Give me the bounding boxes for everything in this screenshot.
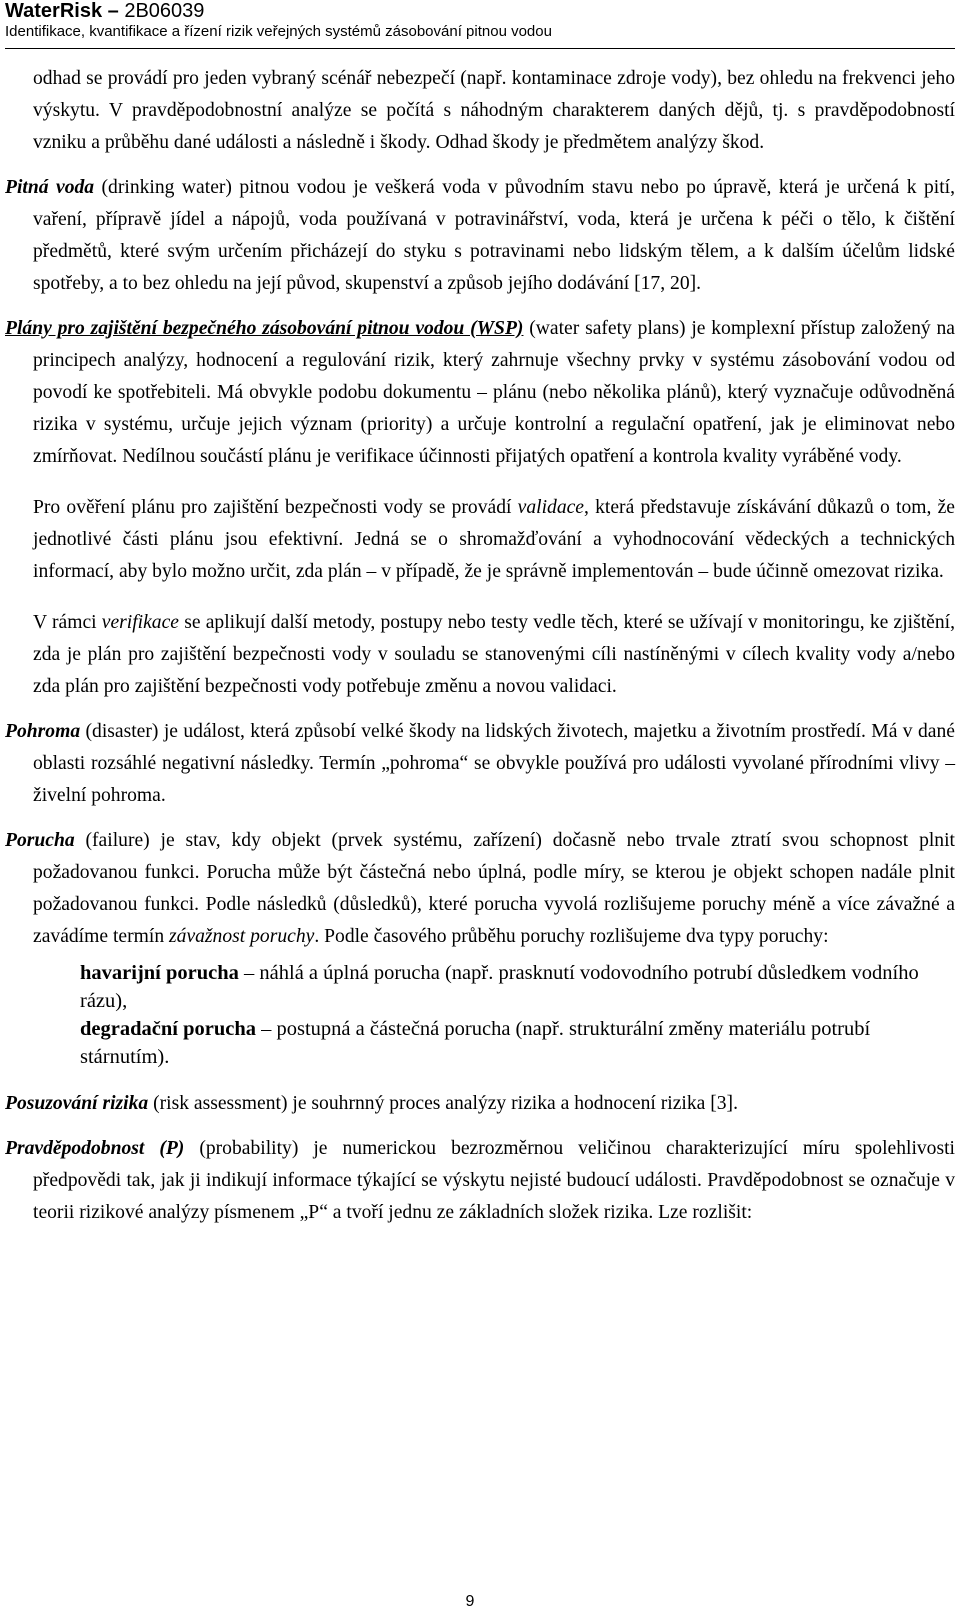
- term-pohroma: Pohroma: [5, 721, 81, 742]
- page-number: 9: [465, 1593, 475, 1610]
- list-item: havarijní porucha – náhlá a úplná porucha (např. prasknutí vodovodního potrubí důsledkem vodního rázu),: [80, 962, 919, 1012]
- paragraph-intro: odhad se provádí pro jeden vybraný scénář nebezpečí (např. kontaminace zdroje vody), bez ohledu na frekvenci jeho výskytu. V pravděpodobnostní analýze se počítá s náhodným charakterem daných dějů, tj. s pravděpodobností vzniku a průběhu dané události a následně i škody. Odhad škody je předmětem analýzy škod.: [33, 68, 955, 153]
- term-zavaznost-poruchy: závažnost poruchy: [169, 926, 315, 947]
- paragraph-posuzovani-rizika: Posuzování rizika (risk assessment) je souhrnný proces analýzy rizika a hodnocení rizika [3].: [5, 1093, 738, 1114]
- term-validace: validace: [517, 497, 585, 518]
- paragraph-wsp: Plány pro zajištění bezpečného zásobování pitnou vodou (WSP) (water safety plans) je komplexní přístup založený na principech analýzy, hodnocení a regulování rizik, který zahrnuje všechny prvky v systému zásobování vodou od povodí ke spotřebiteli. Má obvykle podobu dokumentu – plánu (nebo několika plánů), který vyznačuje odůvodněná rizika v systému, určuje jejich význam (priority) a určuje kontrolní a regulační opatření, jak je eliminovat nebo zmírňovat. Nedílnou součástí plánu je verifikace účinnosti přijatých opatření a kontrola kvality vyráběné vody.: [5, 318, 955, 467]
- paragraph-pohroma: Pohroma (disaster) je událost, která způsobí velké škody na lidských životech, majetku a životním prostředí. Má v dané oblasti rozsáhlé negativní následky. Termín „pohroma“ se obvykle používá pro události vyvolané přírodními vlivy – živelní pohroma.: [5, 721, 955, 806]
- list-item: degradační porucha – postupná a částečná porucha (např. strukturální změny materiálu potrubí stárnutím).: [80, 1018, 871, 1068]
- term-posuzovani-rizika: Posuzování rizika: [5, 1093, 149, 1114]
- document-body: [5, 63, 955, 1229]
- paragraph-porucha: Porucha (failure) je stav, kdy objekt (prvek systému, zařízení) dočasně nebo trvale ztratí svou schopnost plnit požadovanou funkci. Porucha může být částečná nebo úplná, podle míry, se kterou je objekt schopen nadále plnit požadovanou funkci. Podle následků (důsledků), které porucha vyvolá rozlišujeme poruchy méně a více závažné a zavádíme termín závažnost poruchy. Podle časového průběhu poruchy rozlišujeme dva typy poruchy:: [5, 830, 955, 947]
- header-title: WaterRisk – 2B06039: [5, 0, 205, 22]
- page-header: [5, 0, 955, 41]
- term-porucha: Porucha: [5, 830, 75, 851]
- term-wsp: Plány pro zajištění bezpečného zásobování pitnou vodou (WSP): [5, 318, 524, 339]
- term-verifikace: verifikace: [101, 612, 180, 633]
- failure-types-list: [5, 959, 955, 1071]
- term-pitna-voda: Pitná voda: [5, 177, 95, 198]
- header-subtitle: Identifikace, kvantifikace a řízení rizik veřejných systémů zásobování pitnou vodou: [5, 23, 552, 40]
- project-name: WaterRisk: [5, 0, 103, 22]
- term-degradacni-porucha: degradační porucha: [80, 1018, 256, 1040]
- paragraph-pravdepodobnost: Pravděpodobnost (P) (probability) je numerickou bezrozměrnou veličinou charakterizující míru spolehlivosti předpovědi tak, jak ji indikují informace týkající se výskytu nejisté budoucí události. Pravděpodobnost se označuje v teorii rizikové analýzy písmenem „P“ a tvoří jednu ze základních složek rizika. Lze rozlišit:: [5, 1138, 955, 1223]
- term-havarijni-porucha: havarijní porucha: [80, 962, 239, 984]
- header-rule: [5, 48, 955, 49]
- paragraph-validace: Pro ověření plánu pro zajištění bezpečnosti vody se provádí validace, která představuje získávání důkazů o tom, že jednotlivé části plánu jsou efektivní. Jedná se o shromažďování a vyhodnocování vědeckých a technických informací, aby bylo možno určit, zda plán – v případě, že je správně implementován – bude účinně omezovat rizika.: [33, 497, 955, 582]
- term-pravdepodobnost: Pravděpodobnost (P): [5, 1138, 185, 1159]
- paragraph-verifikace: V rámci verifikace se aplikují další metody, postupy nebo testy vedle těch, které se užívají v monitoringu, ke zjištění, zda je plán pro zajištění bezpečnosti vody v souladu se stanovenými cíli nastíněnými v cílech kvality vody a/nebo zda plán pro zajištění bezpečnosti vody potřebuje změnu a novou validaci.: [33, 612, 955, 697]
- project-code: 2B06039: [124, 0, 205, 22]
- paragraph-pitna-voda: Pitná voda (drinking water) pitnou vodou je veškerá voda v původním stavu nebo po úpravě, která je určená k pití, vaření, přípravě jídel a nápojů, voda používaná v potravinářství, voda, která je určena k péči o tělo, k čištění předmětů, které svým určením přicházejí do styku s potravinami nebo lidským tělem, a k dalším účelům lidské spotřeby, a to bez ohledu na její původ, skupenství a způsob jejího dodávání [17, 20].: [5, 177, 956, 294]
